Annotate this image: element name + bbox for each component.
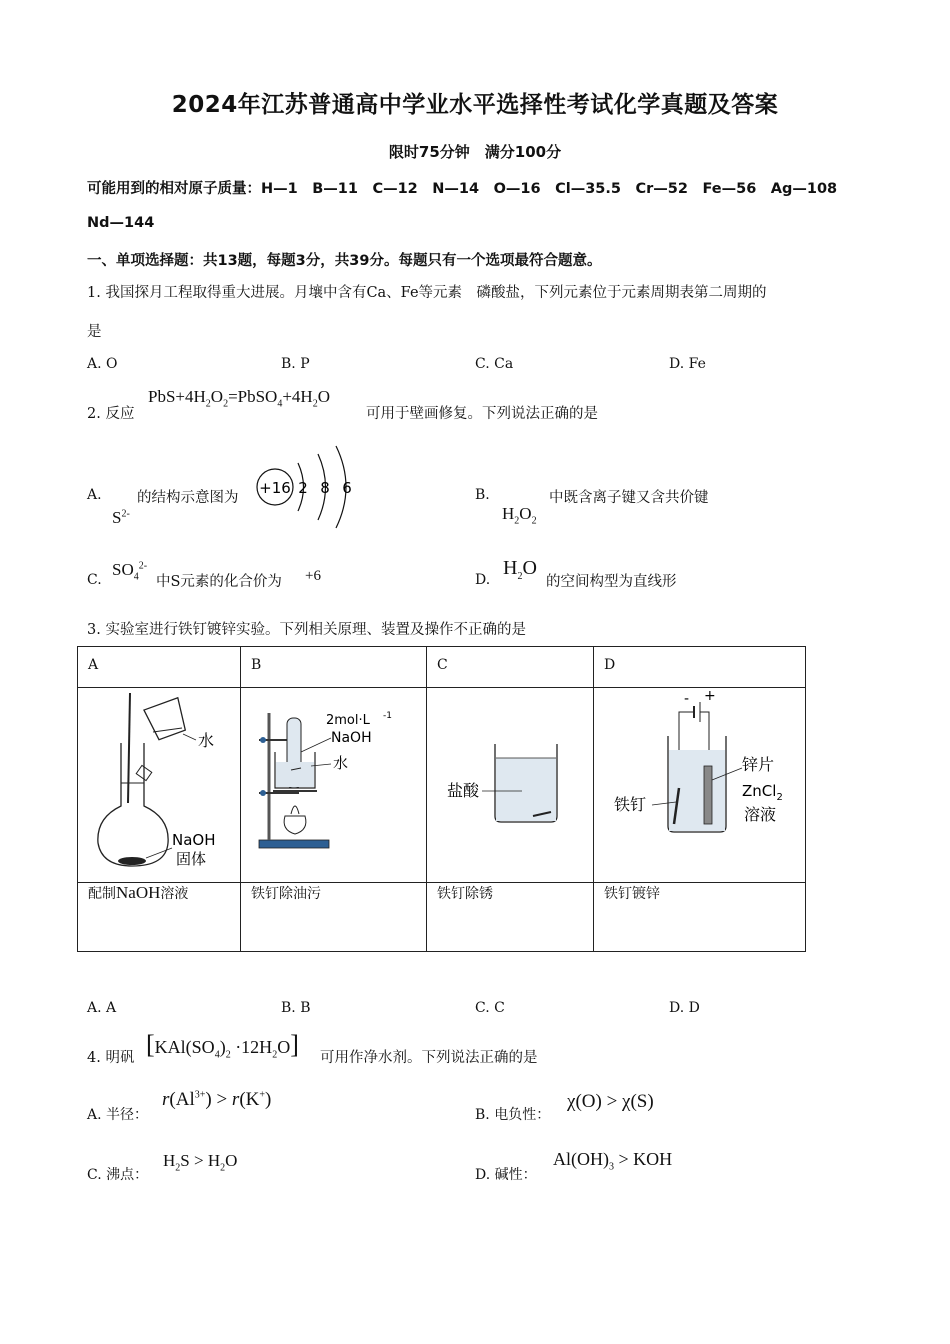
q3-figure-d-cell	[594, 688, 806, 883]
q4-option-b-label: B. 电负性：	[475, 1107, 551, 1123]
q2-option-c-label: C.	[87, 572, 102, 588]
q1-option-c: C. Ca	[475, 356, 514, 372]
shell-2-electrons: 8	[320, 479, 330, 497]
q3-caption-b: 铁钉除油污	[241, 883, 427, 952]
q2-option-c-value: +6	[305, 568, 321, 584]
q1-stem-line2: 是	[87, 324, 102, 340]
q3-header-a: A	[78, 647, 241, 688]
concentration-label: 2mol·L	[326, 713, 370, 728]
nucleus-charge: +16	[259, 479, 291, 497]
concentration-unit-exponent: -1	[383, 711, 392, 721]
zinc-chloride-label: ZnCl$_2$	[742, 782, 783, 803]
sulfide-ion-structure-diagram	[254, 440, 364, 535]
q4-option-c-expression: $H_2S > H_2O$	[163, 1151, 238, 1174]
minus-sign: -	[684, 691, 690, 707]
q2-option-c-text: 中S元素的化合价为	[156, 574, 282, 590]
q4-option-c-label: C. 沸点：	[87, 1167, 149, 1183]
solution-label: 溶液	[744, 805, 777, 824]
q2-option-d-formula: $H_2O$	[503, 557, 537, 582]
section-heading: 一、单项选择题：共13题，每题3分，共39分。每题只有一个选项最符合题意。	[87, 253, 602, 269]
q2-equation: $PbS+4H_2O_2=PbSO_4+4H_2O$	[148, 387, 330, 410]
iron-nail-label: 铁钉	[614, 795, 647, 814]
q3-caption-d: 铁钉镀锌	[594, 883, 806, 952]
q3-caption-a: 配制NaOH溶液	[78, 883, 241, 952]
water-label: 水	[198, 731, 215, 750]
naoh-solid-label-1: NaOH	[172, 831, 216, 849]
plus-sign: +	[704, 688, 716, 704]
q3-caption-c: 铁钉除锈	[427, 883, 594, 952]
q2-option-b-text: 中既含离子键又含共价键	[549, 490, 709, 506]
hydrochloric-acid-label: 盐酸	[447, 781, 480, 800]
q2-option-c-formula: $SO_4^{2-}$	[112, 560, 148, 583]
q3-option-a: A. A	[87, 1000, 117, 1016]
q2-option-a-text: 的结构示意图为	[137, 490, 239, 506]
q3-option-b: B. B	[281, 1000, 311, 1016]
heated-beaker-stand-figure	[251, 688, 416, 878]
q4-option-d-expression: $Al(OH)_3$ > KOH	[553, 1149, 673, 1173]
shell-1-electrons: 2	[298, 479, 308, 497]
q1-option-b: B. P	[281, 356, 310, 372]
q3-option-c: C. C	[475, 1000, 505, 1016]
q3-stem: 3. 实验室进行铁钉镀锌实验。下列相关原理、装置及操作不正确的是	[87, 622, 526, 638]
q4-option-d-label: D. 碱性：	[475, 1167, 537, 1183]
q1-stem-line1: 1. 我国探月工程取得重大进展。月壤中含有Ca、Fe等元素 磷酸盐，下列元素位于元素周期表第二周期的	[87, 285, 767, 301]
naoh-solution-label: NaOH	[331, 730, 372, 746]
q3-experiment-table	[77, 646, 806, 952]
q3-figure-c-cell	[427, 688, 594, 883]
q1-option-a: A. O	[87, 356, 118, 372]
page-subtitle: 限时75分钟 满分100分	[388, 143, 562, 161]
q4-suffix: 可用作净水剂。下列说法正确的是	[320, 1050, 538, 1066]
q2-option-a-ion: $S^{2-}$	[112, 508, 130, 527]
q2-option-b-label: B.	[475, 487, 490, 503]
q3-figure-a-cell	[78, 688, 241, 883]
atomic-mass-line2: Nd—144	[87, 215, 155, 231]
q2-suffix: 可用于壁画修复。下列说法正确的是	[366, 406, 598, 422]
q4-option-a-label: A. 半径：	[87, 1107, 149, 1123]
q2-option-d-text: 的空间构型为直线形	[546, 574, 677, 590]
q2-option-a-label: A.	[87, 487, 102, 503]
q2-prefix: 2. 反应	[87, 406, 135, 422]
q3-header-c: C	[427, 647, 594, 688]
zinc-plate-label: 锌片	[742, 755, 775, 774]
q3-header-b: B	[241, 647, 427, 688]
electroplating-cell-figure	[604, 688, 795, 878]
q4-alum-formula: $[KAl(SO_4)_2 \cdot 12H_2O]$	[146, 1030, 299, 1061]
q4-prefix: 4. 明矾	[87, 1050, 135, 1066]
q3-header-d: D	[594, 647, 806, 688]
q2-option-b-formula: $H_2O_2$	[502, 504, 537, 527]
q4-option-b-expression: χ(O) > χ(S)	[567, 1091, 654, 1112]
volumetric-flask-figure	[88, 688, 230, 878]
page-title: 2024年江苏普通高中学业水平选择性考试化学真题及答案	[171, 92, 779, 118]
shell-3-electrons: 6	[342, 479, 352, 497]
q4-option-a-expression: $r(Al^{3+}) > r(K^+)$	[162, 1089, 272, 1110]
acid-beaker-figure	[437, 688, 583, 878]
q3-figure-b-cell	[241, 688, 427, 883]
atomic-mass-line1: 可能用到的相对原子质量：H—1 B—11 C—12 N—14 O—16 Cl—35.5 Cr—52 Fe—56 Ag—108	[87, 181, 838, 197]
q2-option-d-label: D.	[475, 572, 491, 588]
water-bath-label: 水	[333, 754, 349, 772]
naoh-solid-label-2: 固体	[176, 850, 207, 868]
q1-option-d: D. Fe	[669, 356, 706, 372]
q3-option-d: D. D	[669, 1000, 700, 1016]
